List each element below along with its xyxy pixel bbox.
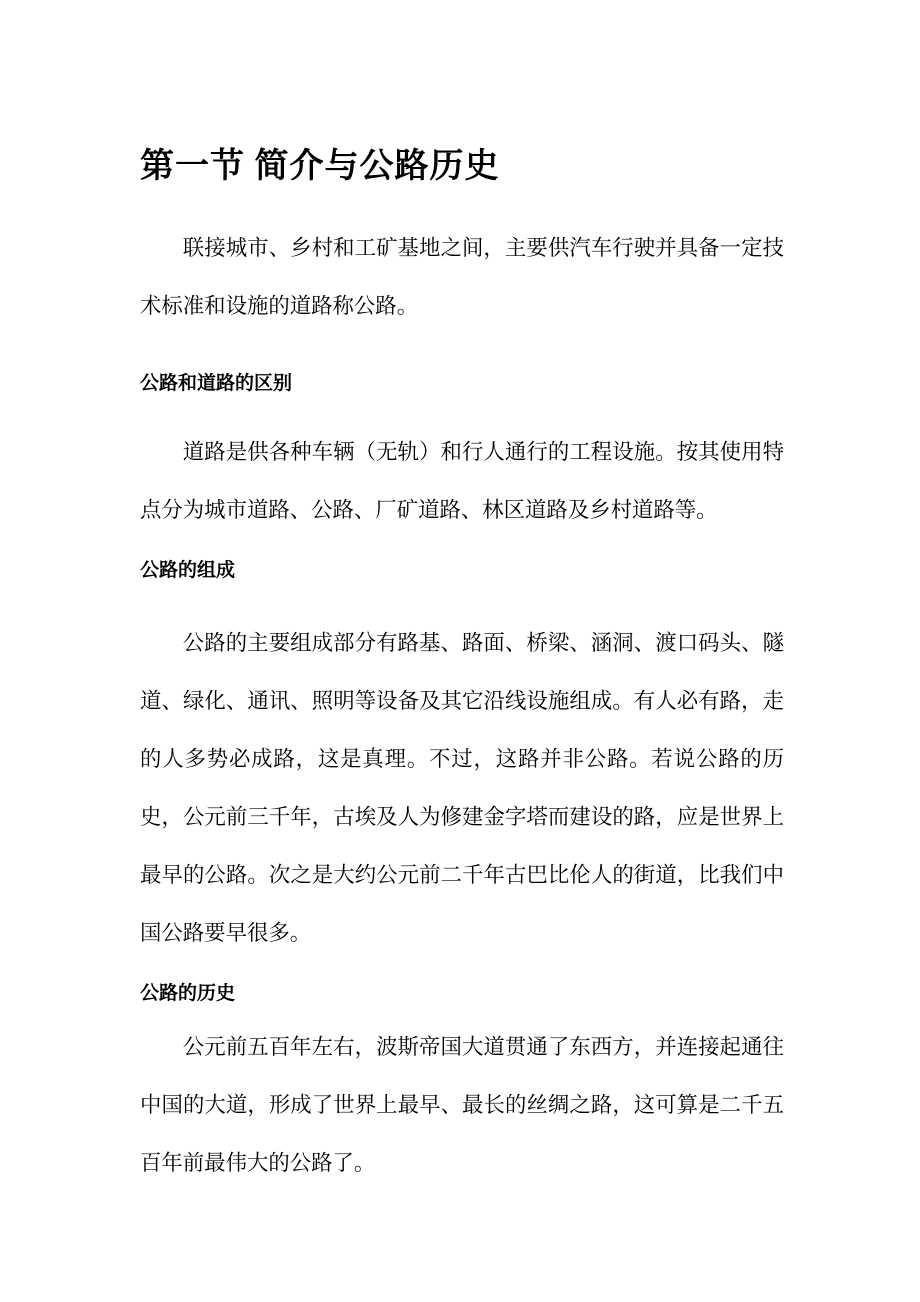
heading-history: 公路的历史 [140, 983, 236, 1004]
section-title: 第一节 简介与公路历史 [140, 148, 500, 185]
paragraph-definition: 联接城市、乡村和工矿基地之间，主要供汽车行驶并具备一定技术标准和设施的道路称公路。 [140, 236, 784, 318]
heading-road-difference: 公路和道路的区别 [140, 373, 293, 394]
paragraph-composition: 公路的主要组成部分有路基、路面、桥梁、涵洞、渡口码头、隧道、绿化、通讯、照明等设备及其它沿线设施组成。有人必有路，走的人多势必成路，这是真理。不过，这路并非公路。若说公路的历史，公元前三千年，古埃及人为修建金字塔而建设的路，应是世界上最早的公路。次之是大约公元前二千年古巴比伦人的街道，比我们中国公路要早很多。 [140, 631, 784, 945]
paragraph-history: 公元前五百年左右，波斯帝国大道贯通了东西方，并连接起通往中国的大道，形成了世界上最早、最长的丝绸之路，这可算是二千五百年前最伟大的公路了。 [140, 1035, 784, 1175]
heading-composition: 公路的组成 [140, 560, 236, 581]
paragraph-road-types: 道路是供各种车辆（无轨）和行人通行的工程设施。按其使用特点分为城市道路、公路、厂矿道路、林区道路及乡村道路等。 [140, 440, 784, 522]
